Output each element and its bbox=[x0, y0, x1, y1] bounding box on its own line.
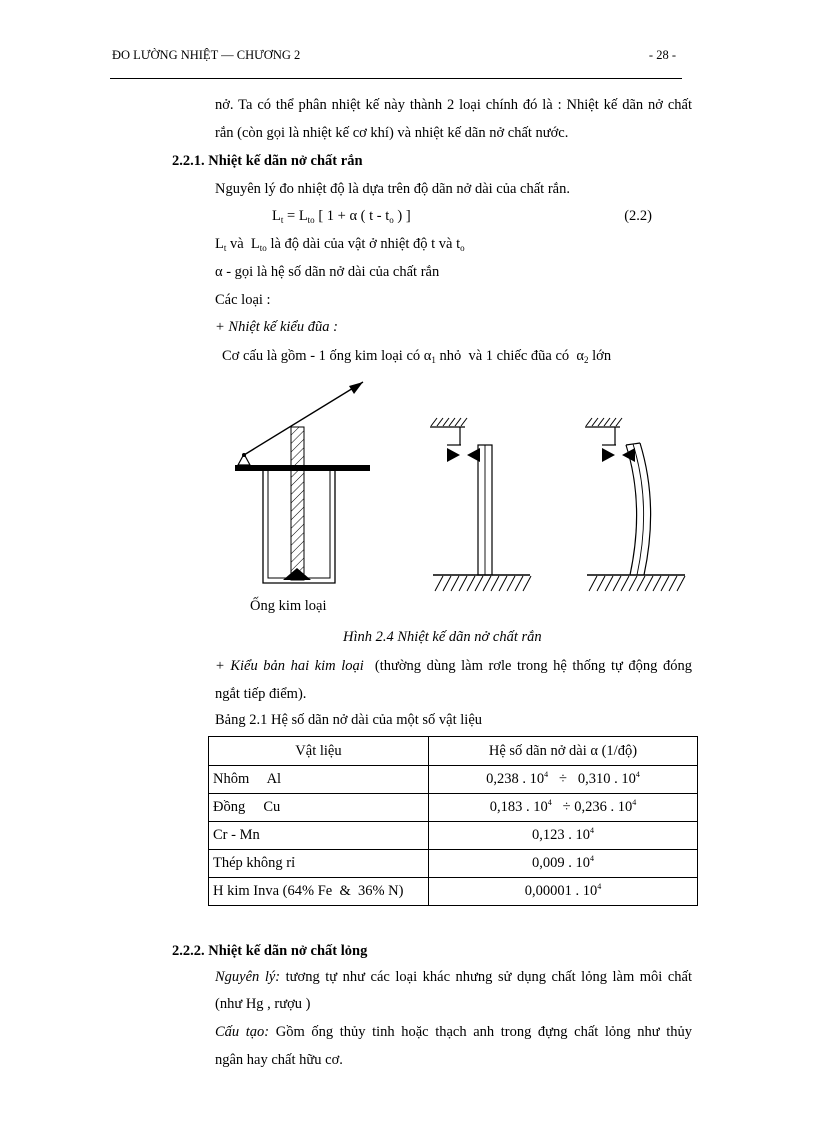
rod-thermometer-figure bbox=[235, 382, 370, 583]
type-bimetal-line2: ngắt tiếp điểm). bbox=[215, 686, 307, 702]
table-header-row bbox=[209, 737, 698, 766]
definition-lengths: $L_t$ và $L_{to}$ là độ dài của vật ở nhiệt độ t và $t_o$ bbox=[215, 236, 465, 253]
definition-alpha: α - gọi là hệ số dãn nở dài của chất rắn bbox=[215, 264, 440, 280]
intro-line-1: nở. Ta có thể phân nhiệt kế này thành 2 loại chính đó là : Nhiệt kế dãn nở chất bbox=[215, 97, 692, 113]
pointer-arrowhead bbox=[349, 382, 363, 394]
table-row: Cr - Mn 0,123 . $10^4$ bbox=[209, 822, 698, 850]
type-bimetal: + Kiểu bản hai kim loại (thường dùng làm rơle trong hệ thống tự động đóng bbox=[215, 658, 692, 674]
formula-2-2: $L_t = L_{to}$ [ 1 + α ( t - $t_o$ ) ] (2.2) bbox=[272, 208, 652, 225]
bent-strip-figure bbox=[585, 418, 685, 591]
principle-text: Nguyên lý đo nhiệt độ là dựa trên độ dãn nở dài của chất rắn. bbox=[215, 181, 570, 197]
table-row: Đồng Cu 0,183 . $10^4 \div 0,236$ . $10^4$ bbox=[209, 794, 698, 822]
header-material: Vật liệu bbox=[209, 737, 429, 766]
type-rod: + Nhiệt kế kiểu đũa : bbox=[215, 319, 338, 335]
intro-line-2: rắn (còn gọi là nhiệt kế cơ khí) và nhiệt kế dãn nở chất nước. bbox=[215, 125, 569, 141]
liquid-principle-line2: (như Hg , rượu ) bbox=[215, 996, 311, 1012]
page-header bbox=[112, 48, 684, 63]
liquid-structure-line2: ngân hay chất hữu cơ. bbox=[215, 1052, 343, 1068]
liquid-structure: Cấu tạo: Gồm ống thủy tinh hoặc thạch anh trong đựng chất lỏng như thủy bbox=[215, 1024, 693, 1040]
figure-caption: Hình 2.4 Nhiệt kế dãn nở chất rắn bbox=[343, 629, 542, 645]
thermometer-diagram bbox=[225, 365, 695, 625]
rod bbox=[291, 427, 304, 580]
section-heading-liquid: 2.2.2. Nhiệt kế dãn nở chất lỏng bbox=[172, 943, 368, 959]
rod-structure: Cơ cấu là gồm - 1 ống kim loại có $\alpha_1$ nhỏ và 1 chiếc đũa có $\alpha_2$ lớn bbox=[222, 348, 612, 365]
table-row: Nhôm Al 0,238 . $10^4 \div 0,310$ . $10^4$ bbox=[209, 766, 698, 794]
page-number: - 28 - bbox=[648, 48, 676, 62]
header-title: ĐO LƯỜNG NHIỆT — CHƯƠNG 2 bbox=[112, 48, 301, 62]
rod-base-weld bbox=[283, 568, 311, 580]
straight-strip-figure bbox=[430, 418, 531, 591]
liquid-principle: Nguyên lý: tương tự như các loại khác nhưng sử dụng chất lỏng làm môi chất bbox=[215, 969, 692, 985]
table-row: H kim Inva (64% Fe & 36% N) 0,00001 . $10^4$ bbox=[209, 878, 698, 906]
tube-label: Ống kim loại bbox=[250, 598, 327, 614]
types-label: Các loại : bbox=[215, 292, 271, 308]
header-coefficient: Hệ số dãn nở dài α (1/độ) bbox=[428, 737, 697, 766]
expansion-coefficient-table bbox=[208, 736, 698, 906]
section-heading-solid: 2.2.1. Nhiệt kế dãn nở chất rắn bbox=[172, 153, 363, 169]
header-rule bbox=[110, 78, 682, 79]
table-row: Thép không rỉ 0,009 . $10^4$ bbox=[209, 850, 698, 878]
formula-number: (2.2) bbox=[624, 208, 652, 224]
table-title: Bảng 2.1 Hệ số dãn nở dài của một số vật liệu bbox=[215, 712, 483, 728]
